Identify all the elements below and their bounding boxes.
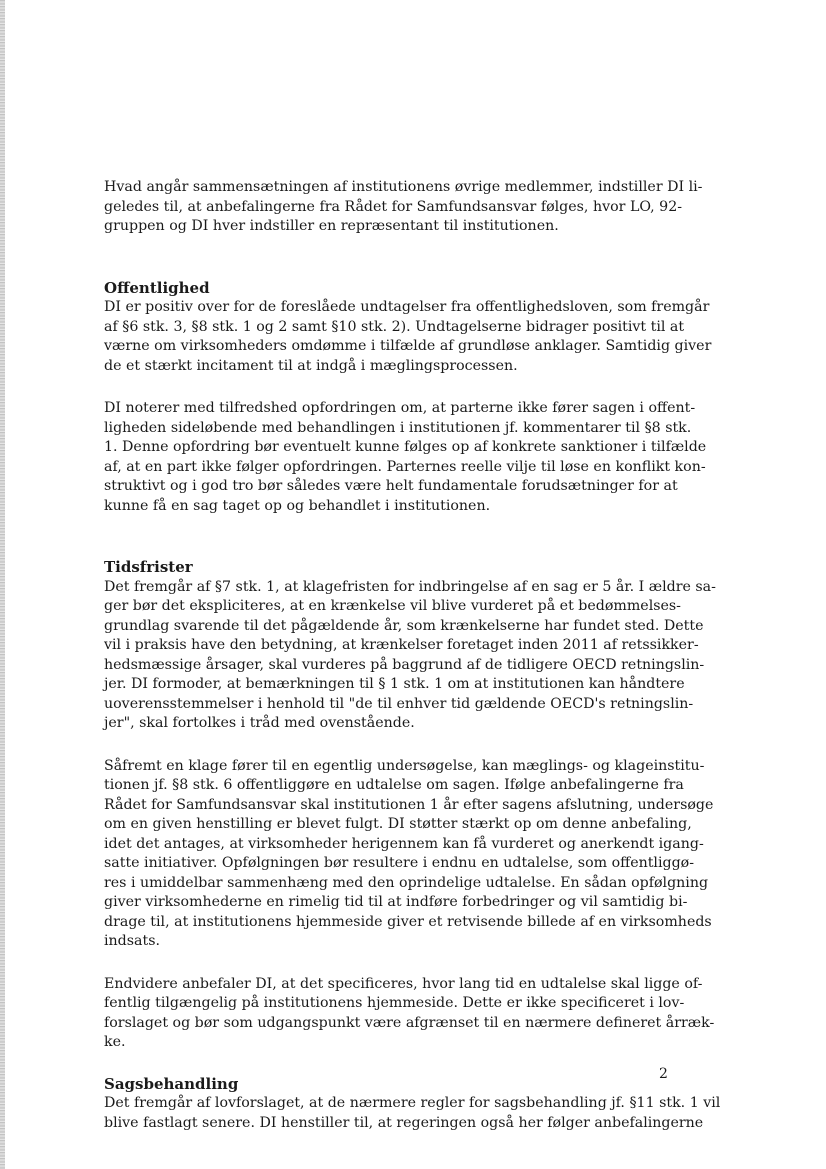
text-line: ger bør det ekspliciteres, at en krænkelse vil blive vurderet på et bedømmelses- [104, 598, 681, 614]
text-line: de et stærkt incitament til at indgå i mæglingsprocessen. [104, 357, 518, 374]
text-line: satte initiativer. Opfølgningen bør resultere i endnu en udtalelse, som offentliggø- [104, 855, 694, 871]
body-paragraph [104, 975, 715, 1053]
text-line: vil i praksis have den betydning, at krænkelser foretaget inden 2011 af retssikker- [104, 637, 699, 653]
text-line: blive fastlagt senere. DI henstiller til, at regeringen også her følger anbefalingerne [104, 1114, 704, 1131]
text-line: drage til, at institutionens hjemmeside giver et retvisende billede af en virksomheds [104, 913, 712, 930]
text-line: giver virksomhederne en rimelig tid til at indføre forbedringer og vil samtidig bi- [104, 894, 688, 910]
body-paragraph [104, 757, 714, 952]
text-line: grundlag svarende til det pågældende år, som krænkelserne har fundet sted. Dette [104, 617, 704, 634]
body-paragraph [104, 1094, 721, 1133]
body-paragraph [104, 298, 712, 376]
text-line: hedsmæssige årsager, skal vurderes på baggrund af de tidligere OECD retningslin- [104, 656, 705, 673]
text-line: DI er positiv over for de foreslåede undtagelser fra offentlighedsloven, som fremgår [104, 299, 710, 315]
section-heading: Sagsbehandling [104, 1074, 239, 1093]
text-line: af, at en part ikke følger opfordringen. Parternes reelle vilje til løse en konflikt kon- [104, 458, 706, 475]
text-line: struktivt og i god tro bør således være helt fundamentale forudsætninger for at [104, 478, 678, 494]
text-line: Såfremt en klage fører til en egentlig undersøgelse, kan mæglings- og klageinstitu- [104, 757, 705, 774]
scan-edge [0, 0, 5, 1169]
text-line: af §6 stk. 3, §8 stk. 1 og 2 samt §10 stk. 2). Undtagelserne bidrager positivt til at [104, 318, 685, 335]
body-paragraph [104, 399, 707, 516]
section-heading: Offentlighed [104, 278, 210, 297]
text-line: Rådet for Samfundsansvar skal institutionen 1 år efter sagens afslutning, undersøge [104, 796, 714, 813]
text-line: Det fremgår af §7 stk. 1, at klagefristen for indbringelse af en sag er 5 år. I ældre sa- [104, 578, 716, 595]
text-line: ligheden sideløbende med behandlingen i institutionen jf. kommentarer til §8 stk. [104, 419, 692, 436]
text-line: værne om virksomheders omdømme i tilfælde af grundløse anklager. Samtidig giver [104, 338, 712, 354]
text-line: fentlig tilgængelig på institutionens hjemmeside. Dette er ikke specificeret i lov- [104, 995, 685, 1011]
body-paragraph [104, 578, 716, 734]
text-line: tionen jf. §8 stk. 6 offentliggøre en udtalelse om sagen. Ifølge anbefalingerne fra [104, 777, 684, 793]
text-line: idet det antages, at virksomheder herigennem kan få vurderet og anerkendt igang- [104, 835, 704, 852]
text-line: uoverensstemmelser i henhold til "de til enhver tid gældende OECD's retningslin- [104, 695, 694, 712]
text-line: DI noterer med tilfredshed opfordringen om, at parterne ikke fører sagen i offent- [104, 400, 696, 416]
text-line: forslaget og bør som udgangspunkt være afgrænset til en nærmere defineret årræk- [104, 1014, 715, 1031]
text-line: jer", skal fortolkes i tråd med ovenstående. [104, 715, 415, 731]
body-paragraph [104, 178, 703, 237]
text-line: res i umiddelbar sammenhæng med den oprindelige udtalelse. En sådan opfølgning [104, 874, 709, 891]
section-heading: Tidsfrister [104, 558, 193, 576]
text-line: Hvad angår sammensætningen af institutionens øvrige medlemmer, indstiller DI li- [104, 179, 703, 195]
page-number: 2 [659, 1066, 668, 1082]
text-line: ke. [104, 1034, 126, 1050]
text-line: Endvidere anbefaler DI, at det specificeres, hvor lang tid en udtalelse skal ligge of- [104, 975, 703, 992]
text-line: Det fremgår af lovforslaget, at de nærmere regler for sagsbehandling jf. §11 stk. 1 vil [104, 1095, 721, 1111]
text-line: om en given henstilling er blevet fulgt. DI støtter stærkt op om denne anbefaling, [104, 816, 692, 832]
text-line: indsats. [104, 933, 160, 949]
text-line: gruppen og DI hver indstiller en repræsentant til institutionen. [104, 218, 559, 234]
text-line: kunne få en sag taget op og behandlet i institutionen. [104, 497, 491, 514]
text-line: geledes til, at anbefalingerne fra Rådet for Samfundsansvar følges, hvor LO, 92- [104, 198, 683, 215]
text-line: jer. DI formoder, at bemærkningen til § 1 stk. 1 om at institutionen kan håndtere [104, 676, 685, 692]
text-line: 1. Denne opfordring bør eventuelt kunne følges op af konkrete sanktioner i tilfælde [104, 439, 707, 455]
document-body [104, 178, 721, 1133]
